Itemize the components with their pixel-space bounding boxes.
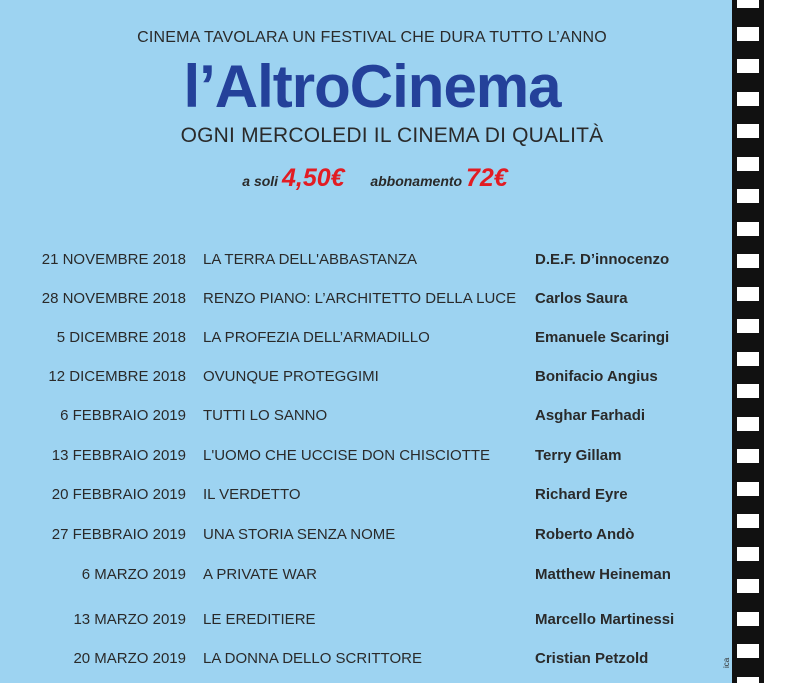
- schedule-row: [0, 329, 732, 351]
- brand-title: l’AltroCinema: [183, 53, 561, 120]
- schedule-row: [0, 407, 732, 429]
- edge-note: ica: [722, 657, 731, 668]
- schedule-row: [0, 566, 732, 588]
- filmstrip-hole: [737, 514, 759, 528]
- schedule-row: [0, 650, 732, 672]
- filmstrip-hole: [737, 59, 759, 73]
- film-director: D.E.F. D’innocenzo: [535, 251, 670, 268]
- film-title: OVUNQUE PROTEGGIMI: [203, 368, 379, 385]
- filmstrip-hole: [737, 644, 759, 658]
- screening-date: 20 MARZO 2019: [73, 650, 186, 667]
- filmstrip-hole: [737, 579, 759, 593]
- film-title: TUTTI LO SANNO: [203, 407, 328, 424]
- screening-date: 13 FEBBRAIO 2019: [51, 447, 186, 464]
- screening-date: 6 FEBBRAIO 2019: [60, 407, 186, 424]
- filmstrip-hole: [737, 482, 759, 496]
- screening-date: 12 DICEMBRE 2018: [48, 368, 186, 385]
- film-title: A PRIVATE WAR: [203, 566, 317, 583]
- filmstrip-hole: [737, 124, 759, 138]
- filmstrip-hole: [737, 157, 759, 171]
- film-title: UNA STORIA SENZA NOME: [203, 526, 396, 543]
- film-director: Emanuele Scaringi: [535, 329, 670, 346]
- screening-date: 13 MARZO 2019: [73, 611, 186, 628]
- filmstrip-hole: [737, 612, 759, 626]
- filmstrip-hole: [737, 352, 759, 366]
- schedule-row: [0, 368, 732, 390]
- screening-date: 20 FEBBRAIO 2019: [51, 486, 186, 503]
- price-line: [0, 164, 732, 193]
- filmstrip-hole: [737, 92, 759, 106]
- screening-date: 5 DICEMBRE 2018: [56, 329, 186, 346]
- screening-date: 28 NOVEMBRE 2018: [41, 290, 186, 307]
- film-title: LA TERRA DELL'ABBASTANZA: [203, 251, 418, 268]
- film-title: RENZO PIANO: L’ARCHITETTO DELLA LUCE: [203, 290, 517, 307]
- single-price-label: a soli: [242, 173, 279, 189]
- film-director: Cristian Petzold: [535, 650, 649, 667]
- filmstrip-hole: [737, 677, 759, 691]
- subtitle: OGNI MERCOLEDI IL CINEMA DI QUALITÀ: [180, 124, 604, 147]
- filmstrip-hole: [737, 547, 759, 561]
- schedule-row: [0, 251, 732, 273]
- screening-date: 21 NOVEMBRE 2018: [41, 251, 186, 268]
- filmstrip-hole: [737, 222, 759, 236]
- screening-date: 6 MARZO 2019: [81, 566, 186, 583]
- film-title: LE EREDITIERE: [203, 611, 316, 628]
- single-price-value: 4,50€: [281, 164, 345, 192]
- filmstrip-hole: [737, 319, 759, 333]
- subscription-value: 72€: [465, 164, 508, 192]
- film-director: Terry Gillam: [535, 447, 622, 464]
- film-director: Bonifacio Angius: [535, 368, 658, 385]
- film-director: Carlos Saura: [535, 290, 628, 307]
- schedule-row: [0, 447, 732, 469]
- filmstrip-decoration: [732, 0, 764, 683]
- film-title: IL VERDETTO: [203, 486, 301, 503]
- schedule-row: [0, 611, 732, 633]
- filmstrip-hole: [737, 254, 759, 268]
- filmstrip-hole: [737, 189, 759, 203]
- tagline: CINEMA TAVOLARA UN FESTIVAL CHE DURA TUTTO L’ANNO: [137, 29, 607, 46]
- filmstrip-hole: [737, 384, 759, 398]
- film-director: Asghar Farhadi: [535, 407, 646, 424]
- film-director: Roberto Andò: [535, 526, 635, 543]
- subscription-label: abbonamento: [370, 173, 463, 189]
- filmstrip-hole: [737, 449, 759, 463]
- filmstrip-hole: [737, 27, 759, 41]
- schedule-row: [0, 290, 732, 312]
- filmstrip-hole: [737, 0, 759, 8]
- film-director: Matthew Heineman: [535, 566, 671, 583]
- screening-date: 27 FEBBRAIO 2019: [51, 526, 186, 543]
- film-title: L'UOMO CHE UCCISE DON CHISCIOTTE: [203, 447, 491, 464]
- film-director: Marcello Martinessi: [535, 611, 675, 628]
- schedule-row: [0, 486, 732, 508]
- film-title: LA DONNA DELLO SCRITTORE: [203, 650, 422, 667]
- schedule-row: [0, 526, 732, 548]
- filmstrip-hole: [737, 417, 759, 431]
- film-director: Richard Eyre: [535, 486, 628, 503]
- film-title: LA PROFEZIA DELL’ARMADILLO: [203, 329, 430, 346]
- filmstrip-hole: [737, 287, 759, 301]
